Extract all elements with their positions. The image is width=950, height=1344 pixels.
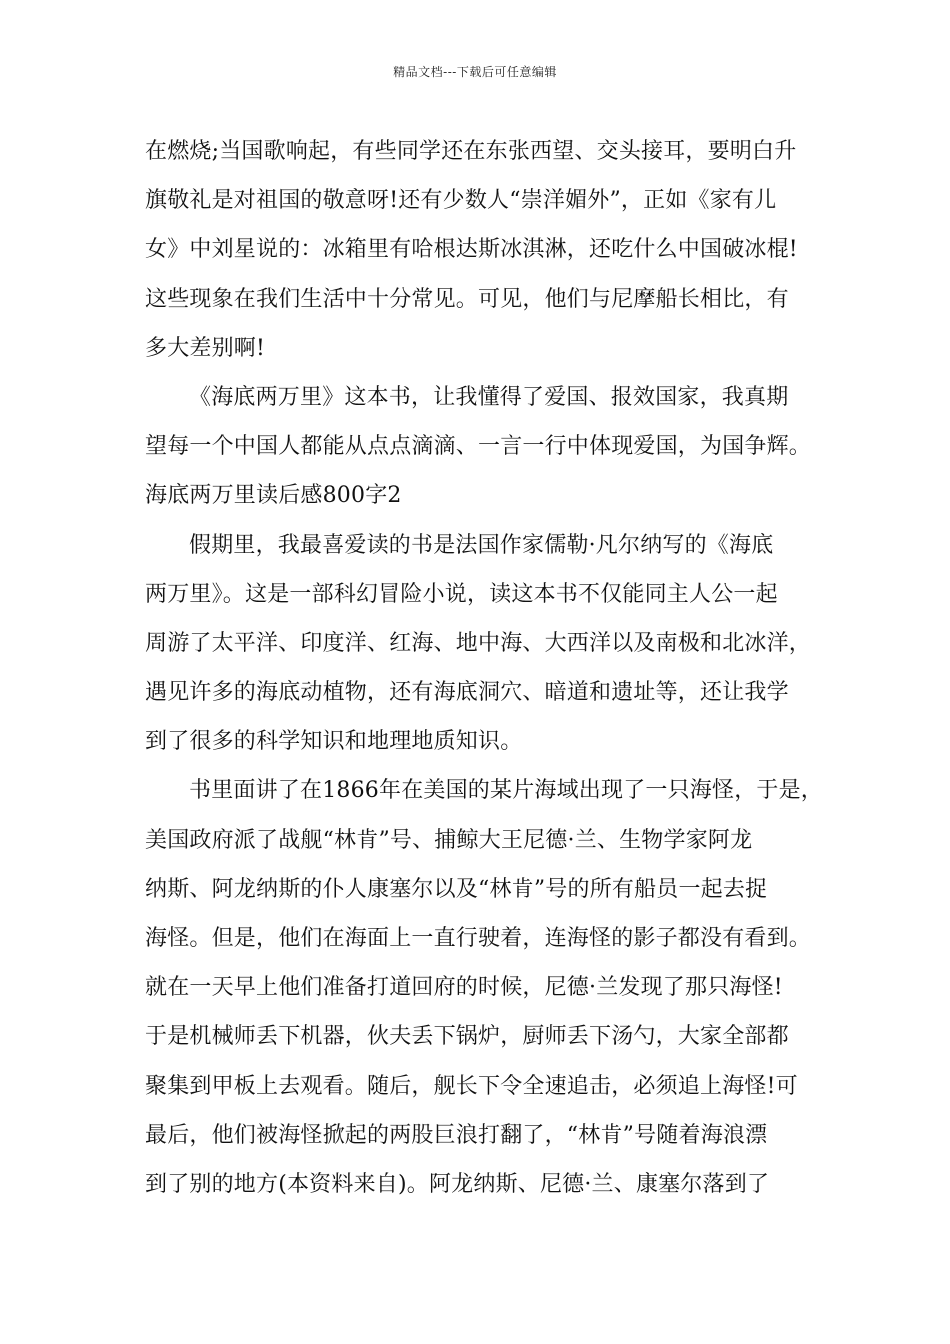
- paragraph-start-line: 书里面讲了在1866年在美国的某片海域出现了一只海怪，于是，: [189, 778, 823, 804]
- text-line: 遇见许多的海底动植物，还有海底洞穴、暗道和遗址等，还让我学: [145, 680, 789, 706]
- text-line: 就在一天早上他们准备打道回府的时候，尼德·兰发现了那只海怪!: [145, 975, 783, 1001]
- text-line: 望每一个中国人都能从点点滴滴、一言一行中体现爱国，为国争辉。: [145, 434, 812, 460]
- text-line: 最后，他们被海怪掀起的两股巨浪打翻了，“林肯”号随着海浪漂: [145, 1122, 768, 1148]
- text-line: 美国政府派了战舰“林肯”号、捕鲸大王尼德·兰、生物学家阿龙: [145, 827, 753, 853]
- text-line: 于是机械师丢下机器，伙夫丢下锅炉，厨师丢下汤勺，大家全部都: [145, 1024, 789, 1050]
- text-line: 多大差别啊!: [145, 335, 266, 361]
- text-line: 两万里》。这是一部科幻冒险小说，读这本书不仅能同主人公一起: [145, 581, 778, 607]
- text-line: 周游了太平洋、印度洋、红海、地中海、大西洋以及南极和北冰洋，: [145, 630, 812, 656]
- section-title: 海底两万里读后感800字2: [145, 483, 402, 509]
- text-line: 海怪。但是，他们在海面上一直行驶着，连海怪的影子都没有看到。: [145, 926, 812, 951]
- body-text: [145, 127, 835, 1209]
- paragraph-start-line: 《海底两万里》这本书，让我懂得了爱国、报效国家，我真期: [189, 384, 789, 410]
- text-line: 这些现象在我们生活中十分常见。可见，他们与尼摩船长相比，有: [145, 286, 789, 312]
- text-line: 女》中刘星说的：冰箱里有哈根达斯冰淇淋，还吃什么中国破冰棍!: [145, 237, 798, 263]
- text-line: 在燃烧;当国歌响起，有些同学还在东张西望、交头接耳，要明白升: [145, 139, 797, 164]
- text-line: 旗敬礼是对祖国的敬意呀!还有少数人“崇洋媚外”，正如《家有儿: [145, 188, 777, 214]
- page-header: 精品文档---下载后可任意编辑: [393, 65, 557, 79]
- text-line: 到了很多的科学知识和地理地质知识。: [145, 729, 523, 755]
- text-line: 纳斯、阿龙纳斯的仆人康塞尔以及“林肯”号的所有船员一起去捉: [145, 876, 768, 902]
- paragraph-start-line: 假期里，我最喜爱读的书是法国作家儒勒·凡尔纳写的《海底: [189, 532, 774, 558]
- text-line: 聚集到甲板上去观看。随后，舰长下令全速追击，必须追上海怪!可: [145, 1073, 798, 1099]
- text-line: 到了别的地方(本资料来自)。阿龙纳斯、尼德·兰、康塞尔落到了: [145, 1171, 770, 1197]
